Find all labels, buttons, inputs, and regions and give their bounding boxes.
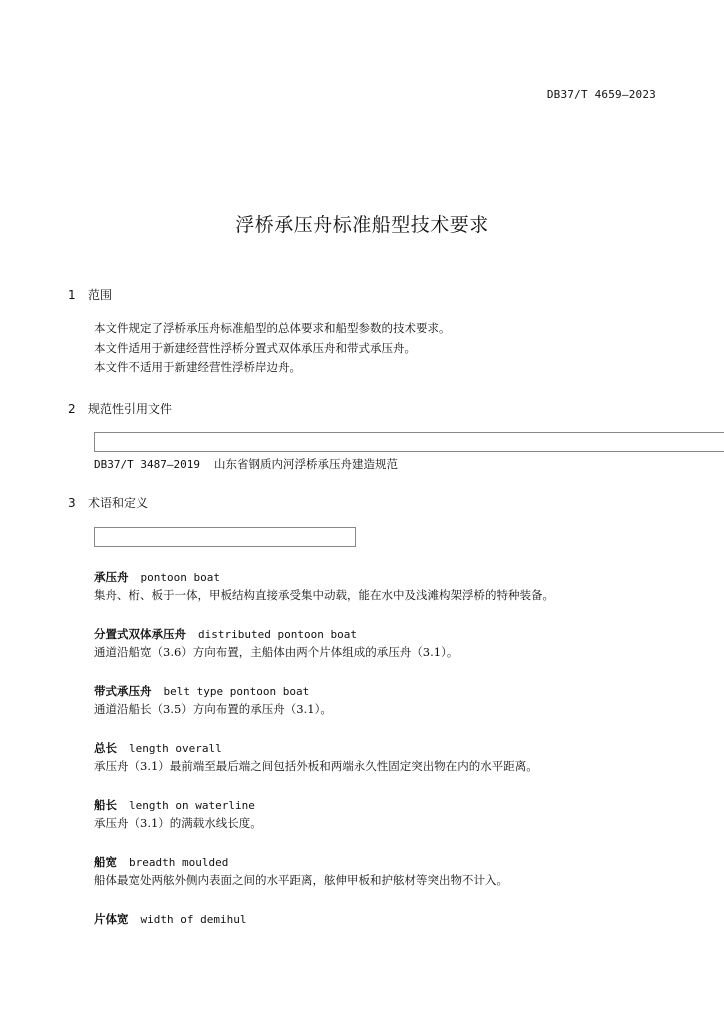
term-head bbox=[94, 911, 246, 927]
term-definition: 船体最宽处两舷外侧内表面之间的水平距离，舷伸甲板和护舷材等突出物不计入。 bbox=[94, 873, 508, 887]
section-title: 规范性引用文件 bbox=[88, 402, 173, 416]
term-english: pontoon boat bbox=[140, 571, 220, 584]
term-definition: 承压舟（3.1）的满载水线长度。 bbox=[94, 816, 262, 830]
scope-paragraph: 本文件不适用于新建经营性浮桥岸边舟。 bbox=[94, 360, 301, 374]
term-chinese: 船宽 bbox=[94, 855, 117, 869]
term-english: distributed pontoon boat bbox=[198, 628, 357, 641]
term-chinese: 总长 bbox=[94, 741, 117, 755]
term-chinese: 承压舟 bbox=[94, 570, 129, 584]
section-heading-scope bbox=[68, 286, 112, 303]
document-title: 浮桥承压舟标准船型技术要求 bbox=[235, 214, 489, 236]
term-definition: 承压舟（3.1）最前端至最后端之间包括外板和两端永久性固定突出物在内的水平距离。 bbox=[94, 759, 538, 773]
reference-code: DB37/T 3487—2019 bbox=[94, 458, 200, 471]
term-head bbox=[94, 683, 309, 699]
document-code: DB37/T 4659—2023 bbox=[546, 88, 656, 101]
term-chinese: 片体宽 bbox=[94, 912, 129, 926]
scope-paragraph: 本文件规定了浮桥承压舟标准船型的总体要求和船型参数的技术要求。 bbox=[94, 321, 451, 335]
term-head bbox=[94, 740, 222, 756]
term-english: length overall bbox=[129, 742, 222, 755]
term-head bbox=[94, 626, 357, 642]
section-heading-normative-references bbox=[68, 400, 172, 417]
term-head bbox=[94, 569, 220, 585]
reference-intro-box bbox=[94, 432, 724, 452]
section-number: 1 bbox=[68, 288, 76, 302]
term-english: belt type pontoon boat bbox=[163, 685, 310, 698]
section-number: 2 bbox=[68, 402, 76, 416]
section-number: 3 bbox=[68, 496, 76, 510]
term-chinese: 船长 bbox=[94, 798, 117, 812]
section-title: 术语和定义 bbox=[88, 496, 149, 510]
term-definition: 集舟、桁、板于一体，甲板结构直接承受集中动载，能在水中及浅滩构架浮桥的特种装备。 bbox=[94, 588, 554, 602]
terms-intro-box bbox=[94, 527, 356, 547]
section-heading-terms bbox=[68, 494, 148, 511]
term-definition: 通道沿船长（3.5）方向布置的承压舟（3.1）。 bbox=[94, 702, 332, 716]
section-title: 范围 bbox=[88, 288, 113, 302]
term-definition: 通道沿船宽（3.6）方向布置，主船体由两个片体组成的承压舟（3.1）。 bbox=[94, 645, 459, 659]
term-english: length on waterline bbox=[129, 799, 255, 812]
term-english: width of demihul bbox=[140, 913, 247, 926]
reference-title: 山东省钢质内河浮桥承压舟建造规范 bbox=[213, 457, 398, 471]
term-chinese: 带式承压舟 bbox=[94, 684, 152, 698]
term-head bbox=[94, 797, 255, 813]
scope-paragraph: 本文件适用于新建经营性浮桥分置式双体承压舟和带式承压舟。 bbox=[94, 341, 416, 355]
term-head bbox=[94, 854, 228, 870]
term-english: breadth moulded bbox=[129, 856, 229, 869]
term-chinese: 分置式双体承压舟 bbox=[94, 627, 186, 641]
reference-entry bbox=[94, 456, 398, 472]
